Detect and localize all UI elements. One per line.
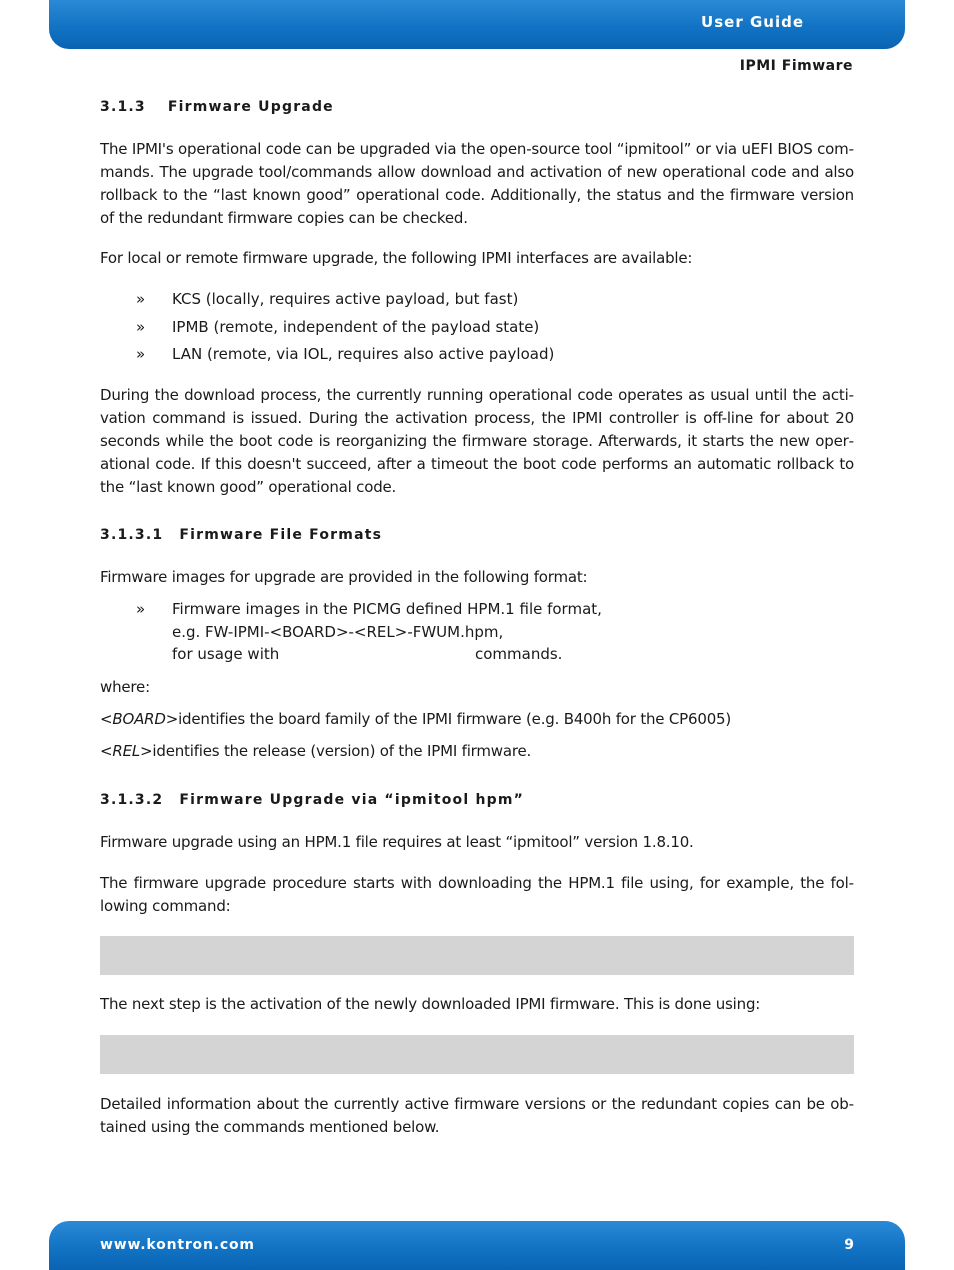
code-block-activate	[100, 1035, 854, 1074]
section-title: Firmware Upgrade	[167, 99, 334, 115]
section-heading-3-1-3	[100, 99, 334, 115]
header-bar	[49, 0, 905, 49]
section-number: 3.1.3.2	[100, 792, 164, 808]
rel-tag: REL	[112, 742, 141, 760]
file-name-pattern: e.g. FW-IPMI-<BOARD>-<REL>-FWUM.hpm,	[172, 623, 504, 641]
footer-bar	[49, 1221, 905, 1270]
paragraph-interfaces: For local or remote firmware upgrade, the following IPMI interfaces are available:	[100, 249, 693, 267]
paragraph-procedure: The firmware upgrade procedure starts with downloading the HPM.1 file using, for example, the following command:	[100, 874, 854, 915]
section-number: 3.1.3.1	[100, 527, 164, 543]
paragraph-hpm-requirement: Firmware upgrade using an HPM.1 file requires at least “ipmitool” version 1.8.10.	[100, 833, 694, 851]
bullet-mark: »	[136, 318, 146, 336]
page-number: 9	[844, 1237, 854, 1253]
section-heading-3-1-3-2	[100, 792, 524, 808]
section-number: 3.1.3	[100, 99, 146, 115]
footer-url[interactable]: www.kontron.com	[100, 1237, 255, 1253]
bullet-mark: »	[136, 290, 146, 308]
chapter-title: IPMI Fimware	[739, 58, 853, 74]
paragraph-intro: The IPMI's operational code can be upgraded via the open-source tool “ipmitool” or via uEFI BIOS commands. The upgrade tool/commands allow download and activation of new operational code and also rollback to the “last known good” operational code. Additionally, the status and the firmware version of the redundant firmware copies can be checked.	[100, 140, 854, 227]
section-title: Firmware Upgrade via “ipmitool hpm”	[179, 792, 525, 808]
definition-rel: <REL>identifies the release (version) of the IPMI firmware.	[100, 742, 532, 760]
paragraph-where: where:	[100, 678, 150, 696]
bullet-mark: »	[136, 600, 146, 618]
section-heading-3-1-3-1	[100, 527, 382, 543]
list-item-format: » Firmware images in the PICMG defined HPM.1 file format, e.g. FW-IPMI-<BOARD>-<REL>-FWUM.hpm, for usage with commands.	[136, 600, 602, 663]
paragraph-activation: The next step is the activation of the newly downloaded IPMI firmware. This is done using:	[100, 995, 761, 1013]
code-block-download	[100, 936, 854, 975]
guide-title: User Guide	[701, 13, 804, 31]
paragraph-download: During the download process, the currently running operational code operates as usual until the activation command is issued. During the activation process, the IPMI controller is off-line for about 20 seconds while the boot code is reorganizing the firmware storage. Afterwards, it starts the new operational code. If this doesn't succeed, after a timeout the boot code performs an automatic rollback to the “last known good” operational code.	[100, 386, 854, 496]
paragraph-formats-intro: Firmware images for upgrade are provided in the following format:	[100, 568, 588, 586]
board-tag: BOARD	[112, 710, 166, 728]
paragraph-detailed: Detailed information about the currently active firmware versions or the redundant copies can be obtained using the commands mentioned below.	[100, 1095, 854, 1136]
bullet-mark: »	[136, 345, 146, 363]
section-title: Firmware File Formats	[179, 527, 383, 543]
definition-board: <BOARD>identifies the board family of the IPMI firmware (e.g. B400h for the CP6005)	[100, 710, 732, 728]
